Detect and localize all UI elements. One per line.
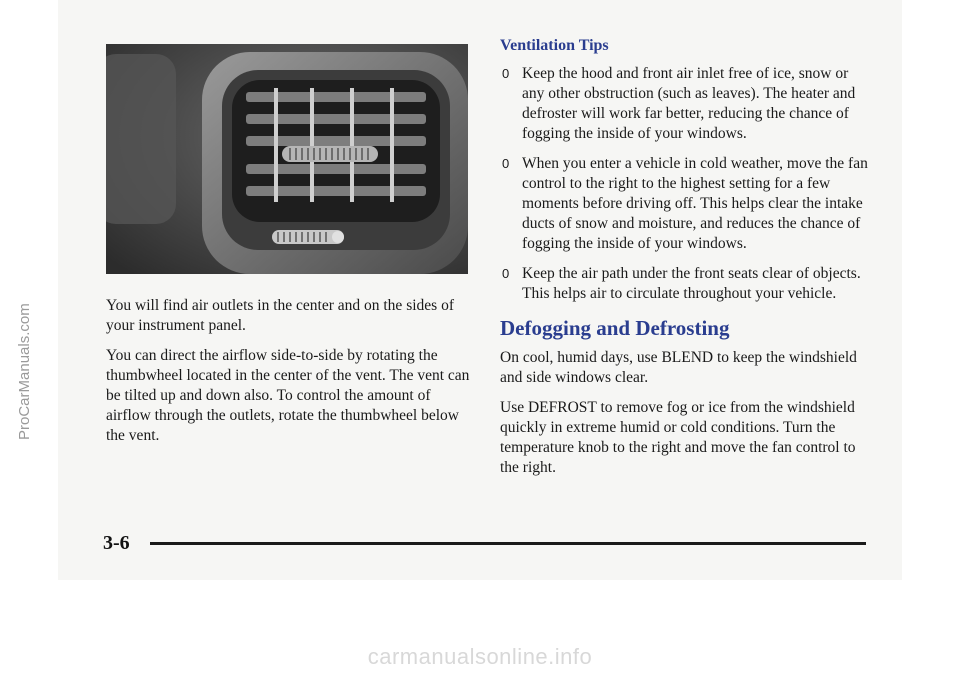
bullet-icon: 0 (502, 66, 510, 81)
paragraph-air-outlets: You will find air outlets in the center and on the sides of your instrument panel. (106, 297, 454, 334)
page-number: 3-6 (103, 532, 130, 554)
footer-rule (150, 542, 866, 545)
left-column (106, 296, 470, 456)
tip-item (500, 64, 872, 144)
tip-text: Keep the hood and front air inlet free of ice, snow or any other obstruction (such as leaves). The heater and defroster will work far better, reducing the chance of fogging the inside of your windows. (522, 65, 856, 142)
ventilation-tips-heading: Ventilation Tips (500, 37, 609, 54)
side-watermark (0, 0, 33, 470)
side-watermark-text: ProCarManuals.com (16, 303, 33, 440)
paragraph-blend: On cool, humid days, use BLEND to keep the windshield and side windows clear. (500, 349, 857, 386)
vent-photo (106, 44, 468, 274)
bullet-icon: 0 (502, 156, 510, 171)
tip-text: Keep the air path under the front seats clear of objects. This helps air to circulate throughout your vehicle. (522, 265, 861, 302)
vent-illustration (106, 44, 468, 274)
defogging-heading: Defogging and Defrosting (500, 316, 730, 340)
footer-watermark: carmanualsonline.info (367, 644, 593, 669)
ventilation-tips-list (500, 64, 872, 304)
paragraph-thumbwheel: You can direct the airflow side-to-side by rotating the thumbwheel located in the center of the vent. The vent can be tilted up and down also. To control the amount of airflow through the outlets, rotate the thumbwheel below the vent. (106, 347, 470, 444)
tip-item (500, 154, 872, 254)
tip-item (500, 264, 872, 304)
tip-text: When you enter a vehicle in cold weather, move the fan control to the right to the highest setting for a few moments before driving off. This helps clear the intake ducts of snow and moisture, and reduces the chance of fogging the inside of your windows. (522, 155, 868, 252)
paragraph-defrost: Use DEFROST to remove fog or ice from the windshield quickly in extreme humid or cold conditions. Turn the temperature knob to the right and move the fan control to the right. (500, 399, 856, 476)
right-column (500, 36, 872, 488)
bullet-icon: 0 (502, 266, 510, 281)
